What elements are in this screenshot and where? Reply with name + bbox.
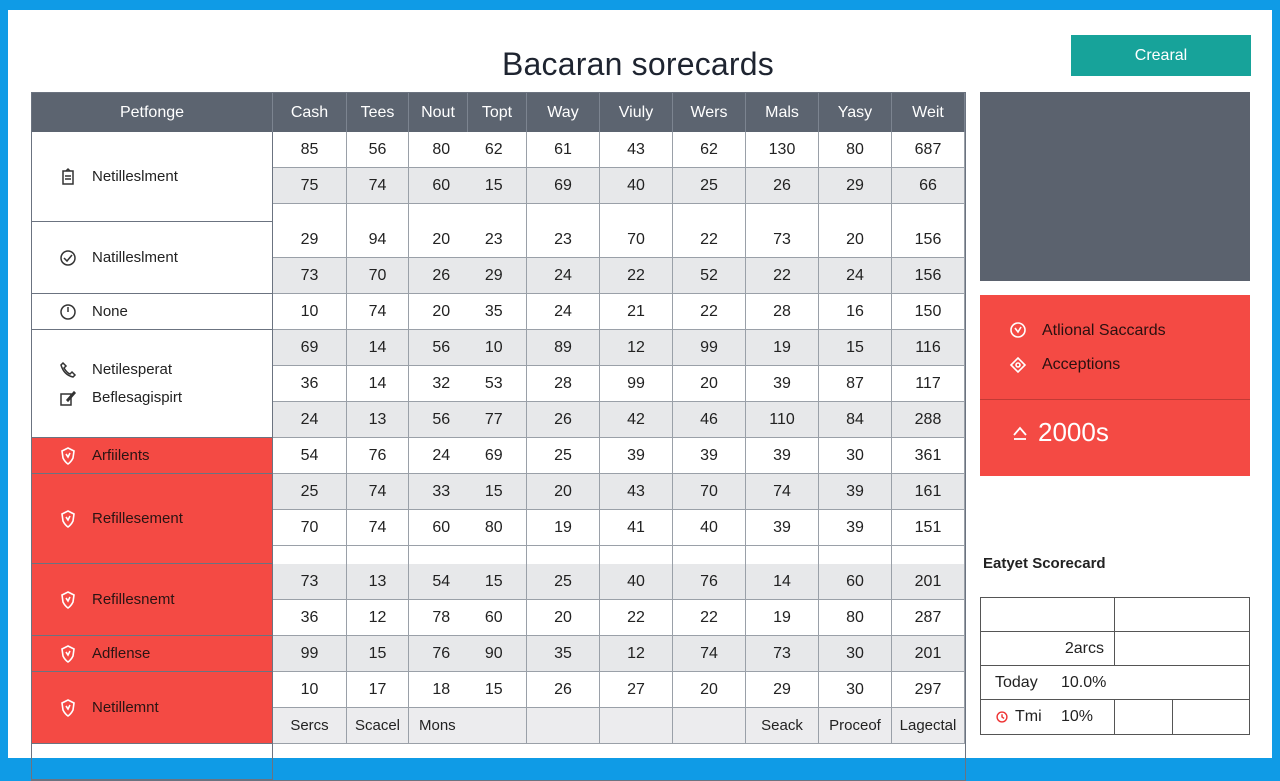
table-cell: 56 xyxy=(347,132,409,168)
table-cell: 130 xyxy=(746,132,819,168)
table-row xyxy=(273,564,965,600)
table-cell xyxy=(600,708,673,744)
table-cell: 24 xyxy=(527,294,600,330)
table-cell: 201 xyxy=(892,636,965,672)
table-cell: 15 xyxy=(347,636,409,672)
edit-icon xyxy=(58,388,78,408)
category-label: Natilleslment xyxy=(92,249,178,266)
category-entry xyxy=(58,356,272,384)
category-label: Beflesagispirt xyxy=(92,389,183,406)
table-cell: 26 xyxy=(432,266,451,284)
table-cell: 22 xyxy=(673,294,746,330)
table-cell-pair xyxy=(409,672,527,708)
table-cell: 43 xyxy=(600,132,673,168)
category-label: Netilesperat xyxy=(92,361,173,378)
table-cell: 15 xyxy=(819,330,892,366)
table-cell: 74 xyxy=(347,294,409,330)
table-cell: 13 xyxy=(347,402,409,438)
table-cell: 156 xyxy=(892,222,965,258)
table-cell: 73 xyxy=(273,258,347,294)
grid-header xyxy=(32,93,965,132)
table-cell xyxy=(819,204,892,222)
table-cell: 25 xyxy=(273,474,347,510)
table-row xyxy=(273,600,965,636)
table-cell: 19 xyxy=(746,600,819,636)
table-cell: 15 xyxy=(484,482,503,500)
table-cell: 29 xyxy=(746,672,819,708)
table-cell: 15 xyxy=(484,680,503,698)
table-cell: 10 xyxy=(273,672,347,708)
column-header[interactable]: Wers xyxy=(673,93,746,132)
table-cell: 56 xyxy=(432,410,451,428)
table-cell: 29 xyxy=(484,266,503,284)
table-cell: 12 xyxy=(600,330,673,366)
table-cell: 73 xyxy=(746,222,819,258)
shield-icon xyxy=(58,446,78,466)
table-cell: 26 xyxy=(527,672,600,708)
scorecard-row xyxy=(981,632,1249,666)
table-cell: 161 xyxy=(892,474,965,510)
category-cell[interactable] xyxy=(32,294,273,330)
shield-icon xyxy=(58,644,78,664)
table-cell: 40 xyxy=(673,510,746,546)
table-cell: 74 xyxy=(347,510,409,546)
table-cell: 40 xyxy=(600,564,673,600)
side-item[interactable] xyxy=(1008,321,1166,341)
table-cell-pair xyxy=(409,168,527,204)
table-cell: 74 xyxy=(347,168,409,204)
today-label: Today xyxy=(995,673,1038,691)
table-cell: 22 xyxy=(746,258,819,294)
table-cell: 14 xyxy=(746,564,819,600)
table-cell-pair xyxy=(409,366,527,402)
category-cell[interactable] xyxy=(32,330,273,438)
table-cell: 23 xyxy=(527,222,600,258)
table-cell: 22 xyxy=(600,600,673,636)
grid-rows xyxy=(273,132,965,780)
side-item-label: Acceptions xyxy=(1042,356,1121,373)
table-cell: 10 xyxy=(273,294,347,330)
table-cell: 151 xyxy=(892,510,965,546)
table-cell-pair xyxy=(409,474,527,510)
total-value-text: 2000s xyxy=(1038,417,1109,447)
table-cell: 60 xyxy=(819,564,892,600)
column-header[interactable]: Topt xyxy=(468,93,527,132)
table-cell: 201 xyxy=(892,564,965,600)
table-cell: 69 xyxy=(273,330,347,366)
table-row xyxy=(273,510,965,546)
column-header[interactable]: Petfonge xyxy=(32,93,273,132)
category-cell[interactable] xyxy=(32,564,273,636)
table-cell: 24 xyxy=(527,258,600,294)
table-cell xyxy=(600,546,673,564)
table-cell: 30 xyxy=(819,438,892,474)
table-cell: 99 xyxy=(600,366,673,402)
table-cell: 99 xyxy=(673,330,746,366)
table-cell: 14 xyxy=(347,366,409,402)
category-cell[interactable] xyxy=(32,474,273,564)
summary-panel xyxy=(980,295,1250,476)
table-cell xyxy=(892,546,965,564)
table-cell: Sercs xyxy=(273,708,347,744)
table-cell: 20 xyxy=(673,366,746,402)
table-cell: 29 xyxy=(273,222,347,258)
table-cell: Proceof xyxy=(819,708,892,744)
category-label: None xyxy=(92,303,128,320)
category-label: Arfiilents xyxy=(92,447,150,464)
table-cell: 54 xyxy=(273,438,347,474)
table-cell: 66 xyxy=(892,168,965,204)
category-entry xyxy=(58,163,272,191)
table-cell: Lagectal xyxy=(892,708,965,744)
today-value: 10.0% xyxy=(1061,673,1107,691)
table-cell: Scacel xyxy=(347,708,409,744)
table-cell xyxy=(673,204,746,222)
spacer-row xyxy=(273,204,965,222)
table-cell: 22 xyxy=(673,600,746,636)
table-cell: 22 xyxy=(673,222,746,258)
table-cell-pair xyxy=(409,708,527,744)
scorecard-row xyxy=(981,598,1249,632)
table-cell: 15 xyxy=(484,572,503,590)
table-cell: 16 xyxy=(819,294,892,330)
table-cell: 687 xyxy=(892,132,965,168)
table-cell: 73 xyxy=(746,636,819,672)
table-cell: 80 xyxy=(432,140,451,158)
table-cell-pair xyxy=(409,294,527,330)
table-cell: 20 xyxy=(432,302,451,320)
table-cell: 70 xyxy=(347,258,409,294)
panel-divider xyxy=(980,399,1250,400)
time-value: 10% xyxy=(1061,700,1115,734)
table-cell: 76 xyxy=(673,564,746,600)
table-cell: 39 xyxy=(673,438,746,474)
table-cell: 60 xyxy=(432,176,451,194)
scorecard-cell xyxy=(981,598,1115,631)
table-cell: 28 xyxy=(527,366,600,402)
table-cell: 27 xyxy=(600,672,673,708)
table-cell-pair xyxy=(409,330,527,366)
table-cell: 70 xyxy=(600,222,673,258)
side-item-label: Atlional Saccards xyxy=(1042,322,1166,339)
scorecard-cell xyxy=(1115,598,1249,631)
table-cell-pair xyxy=(409,636,527,672)
table-cell: 56 xyxy=(432,338,451,356)
phone-icon xyxy=(58,360,78,380)
table-cell-pair xyxy=(409,258,527,294)
table-cell: 25 xyxy=(527,438,600,474)
table-row xyxy=(273,636,965,672)
table-cell xyxy=(819,546,892,564)
table-cell: 75 xyxy=(273,168,347,204)
table-cell: 19 xyxy=(527,510,600,546)
table-cell xyxy=(527,204,600,222)
table-cell: 80 xyxy=(819,132,892,168)
table-row xyxy=(273,402,965,438)
category-entry xyxy=(58,244,272,272)
table-cell: 287 xyxy=(892,600,965,636)
table-cell: 80 xyxy=(819,600,892,636)
time-label: Tmi xyxy=(1015,708,1042,725)
table-cell: Mons xyxy=(419,717,456,734)
table-cell: 76 xyxy=(347,438,409,474)
scorecard-cell xyxy=(1115,632,1249,665)
time-label-cell xyxy=(981,700,1061,734)
category-footer xyxy=(32,744,273,780)
category-cell[interactable] xyxy=(32,636,273,672)
table-cell: 20 xyxy=(432,230,451,248)
table-cell-pair xyxy=(409,132,527,168)
table-cell: 54 xyxy=(432,572,451,590)
table-cell xyxy=(892,204,965,222)
table-cell: 24 xyxy=(273,402,347,438)
table-row xyxy=(273,366,965,402)
table-cell: 74 xyxy=(746,474,819,510)
table-cell: 21 xyxy=(600,294,673,330)
table-cell: 29 xyxy=(819,168,892,204)
table-cell: 70 xyxy=(273,510,347,546)
table-cell: 18 xyxy=(432,680,451,698)
table-cell: 14 xyxy=(347,330,409,366)
ticket-icon xyxy=(1008,355,1028,375)
category-entry xyxy=(58,640,272,668)
table-cell: 69 xyxy=(527,168,600,204)
table-cell xyxy=(673,708,746,744)
table-cell-pair xyxy=(409,204,527,222)
side-item[interactable] xyxy=(1008,355,1120,375)
category-cell[interactable] xyxy=(32,222,273,294)
scorecard-title: Eatyet Scorecard xyxy=(983,555,1106,572)
shield-icon xyxy=(58,590,78,610)
table-cell: 110 xyxy=(746,402,819,438)
table-cell: 77 xyxy=(484,410,503,428)
table-cell: 297 xyxy=(892,672,965,708)
table-cell: 36 xyxy=(273,600,347,636)
page-title: Bacaran sorecards xyxy=(502,46,774,82)
category-entry xyxy=(58,505,272,533)
general-button[interactable]: Crearal xyxy=(1071,35,1251,76)
column-header[interactable]: Yasy xyxy=(819,93,892,132)
table-cell: 35 xyxy=(484,302,503,320)
table-cell: 69 xyxy=(484,446,503,464)
category-label: Refillesement xyxy=(92,510,183,527)
table-cell: 39 xyxy=(819,474,892,510)
scorecard-grid xyxy=(31,92,966,781)
table-cell: 35 xyxy=(527,636,600,672)
table-cell: 116 xyxy=(892,330,965,366)
table-cell: 41 xyxy=(600,510,673,546)
table-cell: 46 xyxy=(673,402,746,438)
table-cell: 39 xyxy=(746,438,819,474)
table-cell: 24 xyxy=(432,446,451,464)
table-cell: 40 xyxy=(600,168,673,204)
table-cell: 60 xyxy=(484,608,503,626)
table-cell: 10 xyxy=(484,338,503,356)
column-header[interactable]: Tees xyxy=(347,93,409,132)
table-cell: 19 xyxy=(746,330,819,366)
column-header[interactable]: Mals xyxy=(746,93,819,132)
scorecard-cell xyxy=(1115,700,1173,734)
category-label: Refillesnemt xyxy=(92,591,175,608)
table-cell: 73 xyxy=(273,564,347,600)
table-cell: 70 xyxy=(673,474,746,510)
table-cell: 361 xyxy=(892,438,965,474)
table-row xyxy=(273,168,965,204)
table-cell: 20 xyxy=(527,600,600,636)
table-cell: 60 xyxy=(432,518,451,536)
column-header[interactable]: Cash xyxy=(273,93,347,132)
table-cell: 150 xyxy=(892,294,965,330)
table-cell xyxy=(273,546,347,564)
table-cell: 15 xyxy=(484,176,503,194)
table-cell: 74 xyxy=(673,636,746,672)
table-cell xyxy=(746,546,819,564)
table-cell: Seack xyxy=(746,708,819,744)
table-row xyxy=(273,474,965,510)
table-cell: 42 xyxy=(600,402,673,438)
table-cell: 23 xyxy=(484,230,503,248)
table-cell: 99 xyxy=(273,636,347,672)
table-cell: 25 xyxy=(673,168,746,204)
table-cell: 25 xyxy=(527,564,600,600)
table-cell-pair xyxy=(409,222,527,258)
table-cell xyxy=(527,546,600,564)
footer-row xyxy=(273,708,965,744)
table-cell: 20 xyxy=(673,672,746,708)
table-cell: 22 xyxy=(600,258,673,294)
column-header[interactable]: Viuly xyxy=(600,93,673,132)
table-cell: 90 xyxy=(484,644,503,662)
table-cell: 28 xyxy=(746,294,819,330)
table-cell-pair xyxy=(409,510,527,546)
table-cell xyxy=(347,204,409,222)
table-cell: 43 xyxy=(600,474,673,510)
category-label: Netillemnt xyxy=(92,699,159,716)
table-row xyxy=(273,132,965,168)
table-cell: 61 xyxy=(527,132,600,168)
table-cell: 24 xyxy=(819,258,892,294)
clipboard-icon xyxy=(58,167,78,187)
table-cell: 26 xyxy=(527,402,600,438)
scorecard-cell: 2arcs xyxy=(981,632,1115,665)
table-cell: 20 xyxy=(819,222,892,258)
table-cell: 53 xyxy=(484,374,503,392)
table-cell: 62 xyxy=(673,132,746,168)
table-cell: 117 xyxy=(892,366,965,402)
refresh-icon xyxy=(1010,423,1030,443)
table-row xyxy=(273,438,965,474)
category-cell[interactable] xyxy=(32,438,273,474)
badge-icon xyxy=(58,248,78,268)
total-value xyxy=(1010,417,1109,448)
table-cell-pair xyxy=(409,402,527,438)
table-cell: 33 xyxy=(432,482,451,500)
table-cell: 39 xyxy=(600,438,673,474)
scorecard-table xyxy=(980,597,1250,735)
table-cell: 80 xyxy=(484,518,503,536)
preview-panel xyxy=(980,92,1250,281)
table-cell: 17 xyxy=(347,672,409,708)
scorecard-row xyxy=(981,666,1249,700)
table-cell: 39 xyxy=(746,366,819,402)
column-header[interactable]: Weit xyxy=(892,93,965,132)
table-cell: 36 xyxy=(273,366,347,402)
table-cell: 12 xyxy=(347,600,409,636)
category-column xyxy=(32,132,273,780)
column-header[interactable]: Nout xyxy=(409,93,468,132)
table-cell: 85 xyxy=(273,132,347,168)
table-row xyxy=(273,330,965,366)
table-cell: 52 xyxy=(673,258,746,294)
category-entry xyxy=(58,586,272,614)
table-cell: 84 xyxy=(819,402,892,438)
table-cell xyxy=(673,546,746,564)
table-cell: 76 xyxy=(432,644,451,662)
table-row xyxy=(273,222,965,258)
clock-icon xyxy=(58,302,78,322)
table-cell: 62 xyxy=(484,140,503,158)
category-cell[interactable] xyxy=(32,132,273,222)
shield-icon xyxy=(58,509,78,529)
table-cell: 30 xyxy=(819,636,892,672)
category-entry xyxy=(58,298,272,326)
table-cell: 94 xyxy=(347,222,409,258)
table-cell xyxy=(746,204,819,222)
table-cell-pair xyxy=(409,438,527,474)
table-cell-pair xyxy=(409,600,527,636)
table-cell: 87 xyxy=(819,366,892,402)
table-cell: 30 xyxy=(819,672,892,708)
table-cell-pair xyxy=(409,546,527,564)
table-row xyxy=(273,258,965,294)
table-cell xyxy=(600,204,673,222)
table-cell xyxy=(273,204,347,222)
category-label: Netilleslment xyxy=(92,168,178,185)
table-cell: 12 xyxy=(600,636,673,672)
table-cell: 39 xyxy=(819,510,892,546)
category-entry xyxy=(58,384,272,412)
table-row xyxy=(273,294,965,330)
clock-icon xyxy=(995,710,1009,724)
table-cell: 288 xyxy=(892,402,965,438)
category-label: Adflense xyxy=(92,645,151,662)
table-cell xyxy=(347,546,409,564)
award-icon xyxy=(1008,321,1028,341)
table-cell: 78 xyxy=(432,608,451,626)
column-header[interactable]: Way xyxy=(527,93,600,132)
scorecard-row xyxy=(981,700,1249,734)
table-row xyxy=(273,672,965,708)
table-cell: 26 xyxy=(746,168,819,204)
category-entry xyxy=(58,442,272,470)
shield-icon xyxy=(58,698,78,718)
table-cell: 89 xyxy=(527,330,600,366)
spacer-row xyxy=(273,546,965,564)
table-cell-pair xyxy=(409,564,527,600)
app-frame xyxy=(8,10,1272,758)
table-cell: 32 xyxy=(432,374,451,392)
scorecard-cell xyxy=(1173,700,1249,734)
table-cell: 39 xyxy=(746,510,819,546)
table-cell: 20 xyxy=(527,474,600,510)
table-cell: 156 xyxy=(892,258,965,294)
table-cell xyxy=(527,708,600,744)
category-cell[interactable] xyxy=(32,672,273,744)
table-cell: 74 xyxy=(347,474,409,510)
table-cell: 13 xyxy=(347,564,409,600)
category-entry xyxy=(58,694,272,722)
